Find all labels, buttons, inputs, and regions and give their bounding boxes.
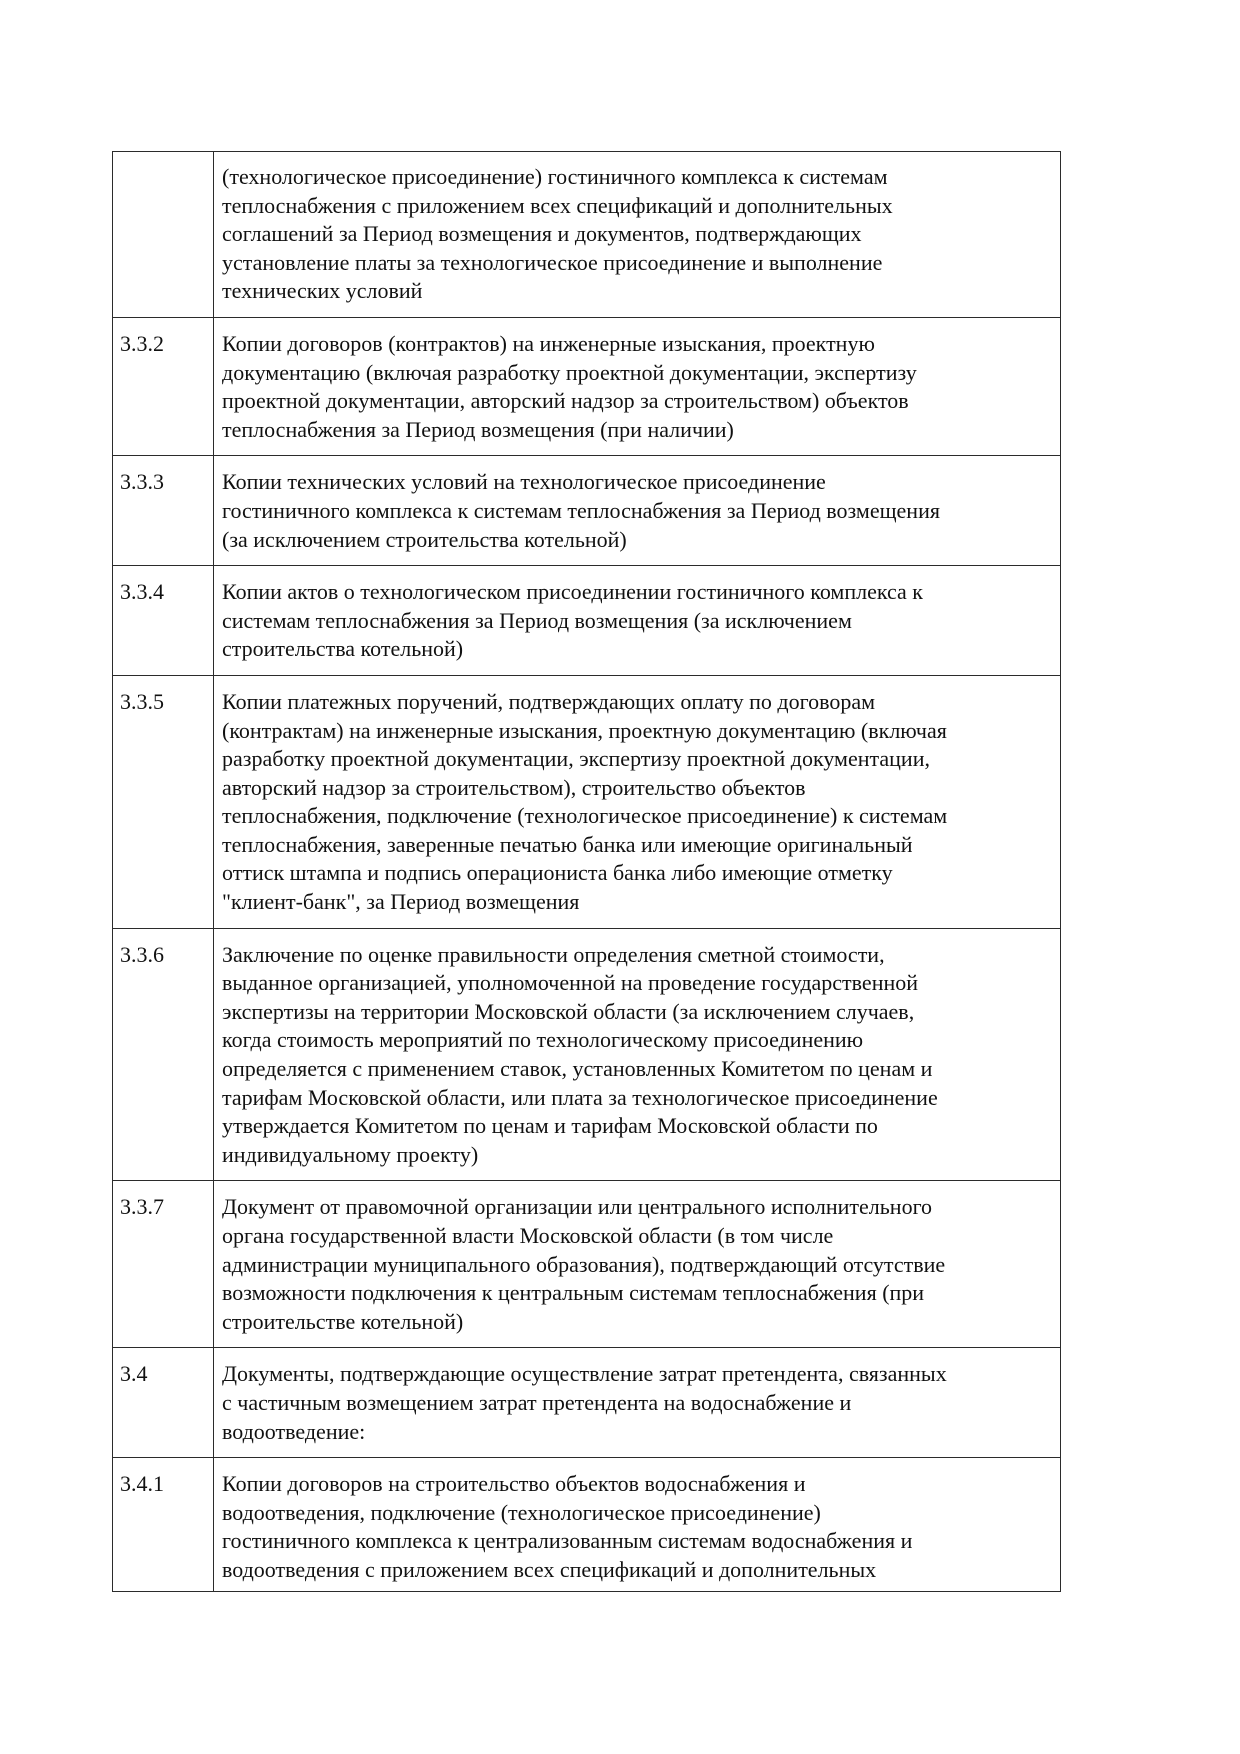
- row-text-cell: [214, 928, 1061, 1181]
- text-line: авторский надзор за строительством), строительство объектов: [222, 774, 806, 800]
- text-line: Копии технических условий на технологическое присоединение: [222, 469, 826, 495]
- table-row: [113, 1181, 1061, 1348]
- text-line: соглашений за Период возмещения и документов, подтверждающих: [222, 221, 862, 247]
- table-row: [113, 1348, 1061, 1458]
- table-body: [113, 152, 1061, 1592]
- row-number-cell: 3.3.4: [113, 566, 214, 676]
- row-number-cell: 3.3.5: [113, 675, 214, 928]
- table-row: [113, 675, 1061, 928]
- text-line: теплоснабжения за Период возмещения (при наличии): [222, 416, 734, 442]
- row-number-cell: 3.4.1: [113, 1458, 214, 1591]
- text-line: гостиничного комплекса к системам теплоснабжения за Период возмещения: [222, 497, 940, 523]
- row-number-cell: 3.3.6: [113, 928, 214, 1181]
- text-line: проектной документации, авторский надзор за строительством) объектов: [222, 388, 909, 414]
- text-line: технических условий: [222, 278, 423, 304]
- row-text-cell: [214, 317, 1061, 455]
- text-line: экспертизы на территории Московской области (за исключением случаев,: [222, 998, 915, 1024]
- text-line: водоотведения с приложением всех спецификаций и дополнительных: [222, 1556, 877, 1582]
- text-line: установление платы за технологическое присоединение и выполнение: [222, 249, 883, 275]
- text-line: "клиент-банк", за Период возмещения: [222, 889, 580, 915]
- row-number-cell: 3.4: [113, 1348, 214, 1458]
- text-line: органа государственной власти Московской области (в том числе: [222, 1223, 834, 1248]
- text-line: строительстве котельной): [222, 1308, 464, 1334]
- text-line: строительства котельной): [222, 636, 464, 662]
- text-line: Документ от правомочной организации или центрального исполнительного: [222, 1194, 933, 1220]
- text-line: разработку проектной документации, экспертизу проектной документации,: [222, 746, 930, 772]
- text-line: водоотведение:: [222, 1418, 366, 1444]
- table-row: [113, 152, 1061, 318]
- text-line: оттиск штампа и подпись операциониста банка либо имеющие отметку: [222, 860, 893, 886]
- text-line: теплоснабжения с приложением всех спецификаций и дополнительных: [222, 192, 893, 218]
- text-line: Документы, подтверждающие осуществление затрат претендента, связанных: [222, 1361, 947, 1387]
- text-line: возможности подключения к центральным системам теплоснабжения (при: [222, 1280, 925, 1306]
- row-text-cell: [214, 1181, 1061, 1348]
- row-text-cell: [214, 152, 1061, 318]
- row-text-cell: [214, 675, 1061, 928]
- text-line: Копии актов о технологическом присоединении гостиничного комплекса к: [222, 579, 923, 605]
- text-line: определяется с применением ставок, установленных Комитетом по ценам и: [222, 1056, 933, 1082]
- row-text-cell: [214, 1458, 1061, 1591]
- text-line: Копии договоров на строительство объектов водоснабжения и: [222, 1471, 806, 1497]
- table-row: [113, 317, 1061, 455]
- text-line: (технологическое присоединение) гостиничного комплекса к системам: [222, 164, 888, 189]
- text-line: Копии договоров (контрактов) на инженерные изыскания, проектную: [222, 330, 875, 356]
- text-line: теплоснабжения, заверенные печатью банка или имеющие оригинальный: [222, 831, 913, 857]
- text-line: теплоснабжения, подключение (технологическое присоединение) к системам: [222, 803, 948, 829]
- text-line: с частичным возмещением затрат претендента на водоснабжение и: [222, 1389, 852, 1415]
- text-line: когда стоимость мероприятий по технологическому присоединению: [222, 1027, 864, 1053]
- text-line: гостиничного комплекса к централизованным системам водоснабжения и: [222, 1528, 913, 1554]
- text-line: утверждается Комитетом по ценам и тарифам Московской области по: [222, 1113, 878, 1139]
- text-line: (контрактам) на инженерные изыскания, проектную документацию (включая: [222, 717, 947, 743]
- text-line: выданное организацией, уполномоченной на проведение государственной: [222, 970, 919, 996]
- table-row: [113, 566, 1061, 676]
- table-row: [113, 456, 1061, 566]
- text-line: водоотведения, подключение (технологическое присоединение): [222, 1499, 821, 1525]
- requirements-table: [112, 151, 1061, 1592]
- text-line: Копии платежных поручений, подтверждающих оплату по договорам: [222, 688, 876, 714]
- text-line: (за исключением строительства котельной): [222, 526, 627, 552]
- row-number-cell: [113, 152, 214, 318]
- table-row: [113, 928, 1061, 1181]
- row-number-cell: 3.3.7: [113, 1181, 214, 1348]
- row-text-cell: [214, 456, 1061, 566]
- text-line: администрации муниципального образования), подтверждающий отсутствие: [222, 1251, 946, 1277]
- row-text-cell: [214, 1348, 1061, 1458]
- row-number-cell: 3.3.3: [113, 456, 214, 566]
- text-line: Заключение по оценке правильности определения сметной стоимости,: [222, 941, 885, 967]
- text-line: системам теплоснабжения за Период возмещения (за исключением: [222, 607, 852, 633]
- row-number-cell: 3.3.2: [113, 317, 214, 455]
- text-line: индивидуальному проекту): [222, 1141, 479, 1167]
- row-text-cell: [214, 566, 1061, 676]
- text-line: документацию (включая разработку проектной документации, экспертизу: [222, 359, 917, 385]
- table-row: [113, 1458, 1061, 1591]
- text-line: тарифам Московской области, или плата за технологическое присоединение: [222, 1084, 938, 1110]
